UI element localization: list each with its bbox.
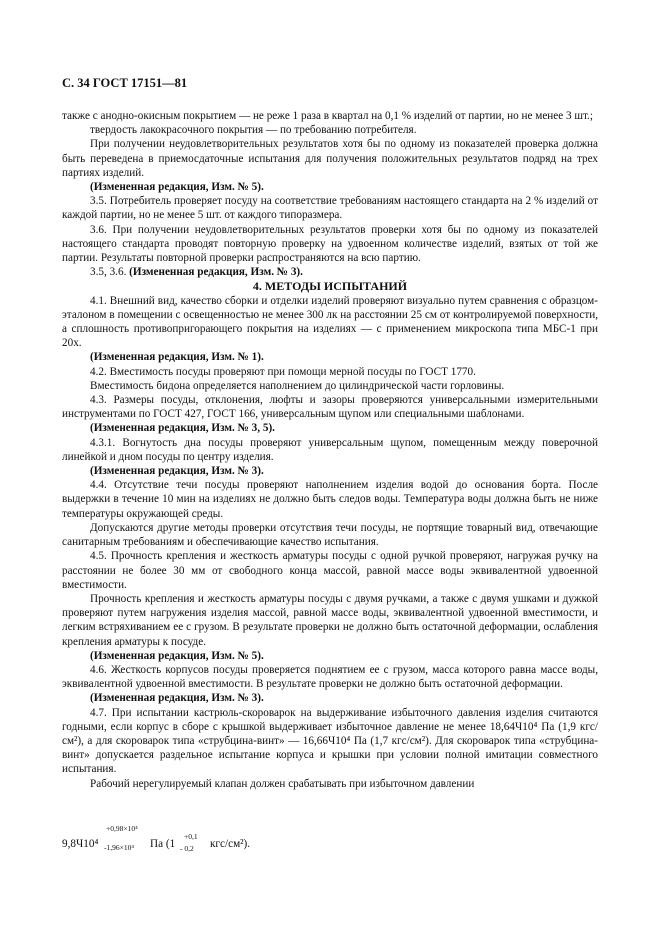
paragraph: Вместимость бидона определяется наполнением до цилиндрической части горловины. bbox=[90, 379, 505, 392]
formula-unit: кгс/см²). bbox=[210, 838, 251, 850]
pressure-formula bbox=[62, 822, 362, 862]
paragraph: Прочность крепления и жесткость арматуры посуды с двумя ручками, а также с двумя ушками и дужкой проверяют путем нагружения изделия массой, равной массе воды, эквивалентной удвоенной вместимости, и легким встряхиванием ее с грузом. В результате проверки не должно быть остаточной деформации, ослабления крепления арматуры к посуде. bbox=[62, 592, 598, 648]
amendment-note: (Измененная редакция, Изм. № 5). bbox=[90, 649, 264, 662]
formula-upper-tolerance-2: +0,1 bbox=[184, 832, 198, 841]
document-body bbox=[62, 109, 598, 791]
paragraph: твердость лакокрасочного покрытия — по требованию потребителя. bbox=[90, 124, 417, 137]
amendment-note: (Измененная редакция, Изм. № 3). bbox=[90, 692, 264, 705]
paragraph: 4.3.1. Вогнутость дна посуды проверяют универсальным щупом, помещенным между поверочной линейкой и дном посуды по центру изделия. bbox=[62, 436, 598, 463]
paragraph: Допускаются другие методы проверки отсутствия течи посуды, не портящие товарный вид, отвечающие санитарным требованиям и обеспечивающие качество испытания. bbox=[62, 521, 598, 549]
amendment-note: (Измененная редакция, Изм. № 3). bbox=[129, 266, 303, 279]
paragraph: 3.5. Потребитель проверяет посуду на соответствие требованиям настоящего стандарта на 2 % изделий от каждой партии, но не менее 5 шт. от каждого типоразмера. bbox=[62, 195, 598, 222]
formula-lower-tolerance-2: - 0,2 bbox=[180, 844, 194, 853]
paragraph-text: 3.5, 3.6. bbox=[90, 266, 130, 279]
paragraph: Рабочий нерегулируемый клапан должен срабатывать при избыточном давлении bbox=[90, 777, 475, 790]
page-header: С. 34 ГОСТ 17151—81 bbox=[62, 76, 188, 90]
paragraph: 3.6. При получении неудовлетворительных результатов проверки хотя бы по одному из показателей настоящего стандарта проводят повторную проверку на удвоенном количестве изделий, взятых от той же партии. Результаты повторной проверки распространяются на всю партию. bbox=[62, 223, 598, 265]
paragraph bbox=[62, 265, 598, 279]
paragraph: 4.1. Внешний вид, качество сборки и отделки изделий проверяют визуально путем сравнения с образцом-эталоном в помещении с освещенностью не менее 300 лк на расстоянии 25 см от контролируемой поверхности, а сплошность противопригорающего покрытия на изделиях — с применением микроскопа типа МБС-1 при 20х. bbox=[62, 294, 598, 350]
paragraph: 4.2. Вместимость посуды проверяют при помощи мерной посуды по ГОСТ 1770. bbox=[90, 365, 476, 378]
amendment-note: (Измененная редакция, Изм. № 1). bbox=[90, 351, 264, 364]
paragraph: 4.4. Отсутствие течи посуды проверяют наполнением изделия водой до основания борта. После выдержки в течение 10 мин на изделиях не должно быть следов воды. Температура воды должна быть не ниже температуры окружающей среды. bbox=[62, 479, 598, 520]
formula-lower-tolerance: -1,96×10⁴ bbox=[104, 843, 134, 852]
paragraph: также с анодно-окисным покрытием — не реже 1 раза в квартал на 0,1 % изделий от партии, но не менее 3 шт.; bbox=[62, 110, 593, 122]
paragraph: При получении неудовлетворительных результатов хотя бы по одному из показателей проверка должна быть переведена в приемосдаточные испытания для получения положительных результатов подряд на трех партиях изделий. bbox=[62, 138, 598, 179]
formula-base: 9,8Ч10⁴ bbox=[62, 838, 99, 850]
paragraph: 4.5. Прочность крепления и жесткость арматуры посуды с одной ручкой проверяют, нагружая ручку на расстоянии не более 30 мм от свободного конца массой, равной массе воды эквивалентной удвоенной вместимости. bbox=[62, 550, 598, 591]
formula-upper-tolerance: +0,98×10⁴ bbox=[106, 824, 138, 833]
paragraph: 4.6. Жесткость корпусов посуды проверяется поднятием ее с грузом, масса которого равна массе воды, эквивалентной удвоенной вместимости. В результате проверки не должно быть остаточной деформации. bbox=[62, 663, 598, 691]
section-heading: 4. МЕТОДЫ ИСПЫТАНИЙ bbox=[252, 279, 408, 294]
formula-pa: Па (1 bbox=[150, 838, 176, 850]
amendment-note: (Измененная редакция, Изм. № 3, 5). bbox=[90, 422, 275, 435]
amendment-note: (Измененная редакция, Изм. № 3). bbox=[90, 465, 264, 478]
paragraph: 4.3. Размеры посуды, отклонения, люфты и зазоры проверяются универсальными измерительными инструментами по ГОСТ 427, ГОСТ 166, универсальным щупом или специальными шаблонами. bbox=[62, 394, 598, 421]
amendment-note: (Измененная редакция, Изм. № 5). bbox=[90, 181, 264, 194]
paragraph: 4.7. При испытании кастрюль-скороварок на выдерживание избыточного давления изделия считаются годными, если корпус в сборе с крышкой выдерживает избыточное давление не менее 18,64Ч10⁴ Па (1,9 кгс/см²), а для скороварок типа «струбцина-винт» — 16,66Ч10⁴ Па (1,7 кгс/см²). Для скороварок типа «струбцина-винт» допускается раздельное испытание корпуса и крышки при условии полной имитации совместного испытания. bbox=[62, 706, 598, 776]
